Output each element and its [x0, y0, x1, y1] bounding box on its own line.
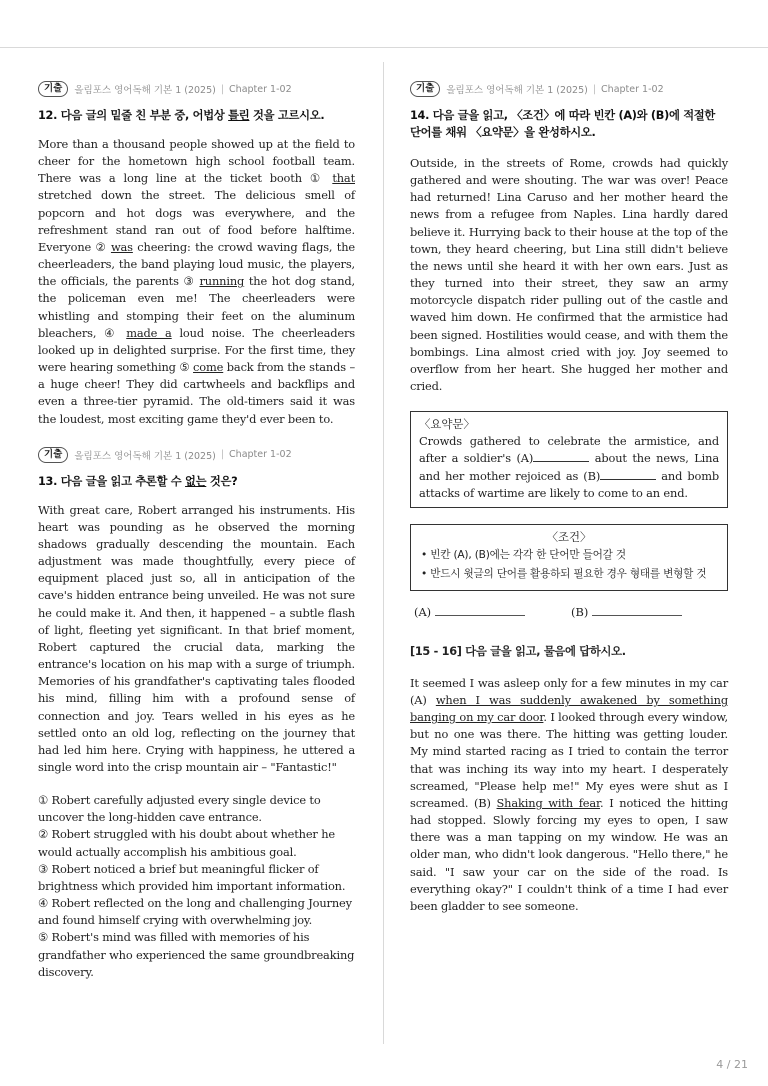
underlined-b: Shaking with fear — [496, 795, 601, 810]
answer-b-line[interactable] — [592, 606, 682, 616]
condition-box — [410, 524, 728, 591]
source-separator: | — [220, 83, 225, 95]
question-14 — [410, 80, 728, 619]
title-text: 것을 고르시오. — [249, 109, 325, 122]
passage: Outside, in the streets of Rome, crowds had quickly gathered and were shouting. The war was over! Peace had returned! Lina Caruso and her mother heard the news from a refugee from Naples. Lina hardly dared believe it. Hurrying back to their house at the top of the town, they heard cheering, but Lina still didn't believe the news until she heard it with her own ears. Just as they turned into their street, they saw an army motorcycle dispatch rider pulling out of the castle and waved him down. He confirmed that the armistice had been signed. Hostilities would cease, and with them the bombings. Lina almost cried with joy. Joy seemed to overflow from her heart. She hugged her mother and cried. — [410, 156, 728, 394]
underlined-choice-3: running — [199, 274, 245, 289]
source-line — [38, 446, 355, 464]
answer-a[interactable]: (A) — [414, 605, 571, 619]
question-title — [38, 473, 355, 490]
source-book: 올림포스 영어독해 기본 1 (2025) — [74, 450, 216, 462]
exam-badge: 기출 — [38, 81, 68, 97]
column-divider — [383, 62, 384, 1044]
passage: With great care, Robert arranged his instruments. His heart was pounding as he observed the morning shadows gradually descending the mountain. Each adjustment was made thoughtfully, every piece of equipment placed just so, all in anticipation of the cave's hidden entrance being unveiled. He was not sure he could make it. And then, it happened – a subtle flash of light, fleeting yet significant. In that brief moment, Robert captured the crucial data, marking the entrance's location on his map with a surge of triumph. Memories of his grandfather's captivating tales flooded his mind, filling him with a profound sense of connection and joy. Tears welled in his eyes as he settled onto an old log, reflecting on the journey that had led him here. Crying with happiness, he uttered a single word into the crisp mountain air – "Fantastic!" — [38, 502, 355, 774]
answer-lines — [410, 605, 728, 619]
option-3[interactable]: ③ Robert noticed a brief but meaningful flicker of brightness which provided him important information. — [38, 861, 346, 893]
option-1[interactable]: ① Robert carefully adjusted every single device to uncover the long-hidden cave entrance. — [38, 793, 321, 825]
passage: It seemed I was asleep only for a few minutes in my car (A) when I was suddenly awakened by something banging on my car door. I looked through every window, but no one was there. The hitting was getting louder. My mind started racing as I tried to contain the terror that was inching its way into my heart. I desperately screamed, "Please help me!" My eyes were shut as I screamed. (B) Shaking with fear. I noticed the hitting had stopped. Slowly forcing my eyes to open, I saw there was a man tapping on my window. He was an older man, who didn't look dangerous. "Hello there," he said. "I saw your car on the side of the road. Is everything okay?" I couldn't think of a time I had ever been gladder to see someone. — [410, 675, 729, 913]
answer-a-line[interactable] — [435, 606, 525, 616]
option-2[interactable]: ② Robert struggled with his doubt about whether he would actually accomplish his ambitious goal. — [38, 827, 335, 859]
summary-box — [410, 411, 728, 508]
source-separator: | — [220, 449, 225, 461]
source-book: 올림포스 영어독해 기본 1 (2025) — [74, 85, 216, 96]
blank-b — [600, 470, 656, 480]
condition-item: • 빈칸 (A), (B)에는 각각 한 단어만 들어갈 것 — [421, 548, 626, 561]
answer-b[interactable]: (B) — [571, 605, 728, 619]
underlined-choice-2: was — [110, 239, 133, 254]
question-12 — [38, 80, 355, 428]
question-title: 14. 다음 글을 읽고, 〈조건〉에 따라 빈칸 (A)와 (B)에 적절한 단어를 채워 〈요약문〉을 완성하시오. — [410, 109, 716, 139]
title-text: 것은? — [206, 474, 238, 488]
source-line — [38, 80, 355, 98]
source-book: 올림포스 영어독해 기본 1 (2025) — [446, 85, 588, 96]
title-underline: 틀린 — [228, 109, 250, 122]
question-title — [38, 107, 355, 124]
header-rule — [0, 47, 768, 48]
condition-item: • 반드시 윗글의 단어를 활용하되 필요한 경우 형태를 변형할 것 — [421, 567, 707, 580]
title-underline: 없는 — [185, 474, 207, 488]
option-5[interactable]: ⑤ Robert's mind was filled with memories of his grandfather who experienced the same groundbreaking discovery. — [38, 930, 355, 979]
underlined-choice-1: that — [332, 171, 355, 186]
underlined-choice-5: come — [193, 360, 224, 375]
question-13 — [38, 446, 355, 981]
condition-heading: 〈조건〉 — [546, 529, 592, 544]
summary-heading: 〈요약문〉 — [419, 417, 475, 432]
underlined-choice-4: made a — [126, 325, 172, 340]
blank-a — [533, 452, 589, 462]
page-number: 4 / 21 — [716, 1058, 748, 1071]
question-15-16 — [410, 643, 728, 915]
source-chapter: Chapter 1-02 — [229, 83, 292, 95]
source-chapter: Chapter 1-02 — [229, 449, 292, 461]
exam-badge: 기출 — [38, 447, 68, 463]
option-4[interactable]: ④ Robert reflected on the long and challenging Journey and found himself crying with overwhelming joy. — [38, 896, 352, 928]
answer-options — [38, 792, 355, 981]
right-column — [410, 80, 728, 915]
left-column — [38, 80, 355, 981]
passage: More than a thousand people showed up at the field to cheer for the hometown high school football team. There was a long line at the ticket booth ① that stretched down the street. The delicious smell of popcorn and hot dogs was everywhere, and the refreshment stand ran out of food before halftime. Everyone ② was cheering: the crowd waving flags, the cheerleaders, the band playing loud music, the players, the officials, the parents ③ running the hot dog stand, the policeman even me! The cheerleaders were whistling and stomping their feet on the aluminum bleachers, ④ made a loud noise. The cheerleaders looked up in delighted surprise. For the first time, they were hearing something ⑤ come back from the stands – a huge cheer! They did cartwheels and backflips and even a three-tier pyramid. The old-timers said it was the loudest, most exciting game they'd ever been to. — [38, 137, 356, 426]
exam-badge: 기출 — [410, 81, 440, 97]
title-text: 13. 다음 글을 읽고 추론할 수 — [38, 474, 186, 488]
source-chapter: Chapter 1-02 — [601, 83, 664, 95]
source-separator: | — [592, 83, 597, 95]
underlined-a: when I was suddenly awakened by something banging on my car door — [410, 692, 728, 725]
source-line — [410, 80, 728, 98]
summary-text: Crowds gathered to celebrate the armistice, and after a soldier's (A) about the news, Lina and her mother rejoiced as (B) and bomb attacks of wartime are likely to come to an end. — [419, 434, 720, 500]
title-text: 12. 다음 글의 밑줄 친 부분 중, 어법상 — [38, 109, 229, 122]
set-heading: [15 - 16] 다음 글을 읽고, 물음에 답하시오. — [410, 644, 626, 658]
